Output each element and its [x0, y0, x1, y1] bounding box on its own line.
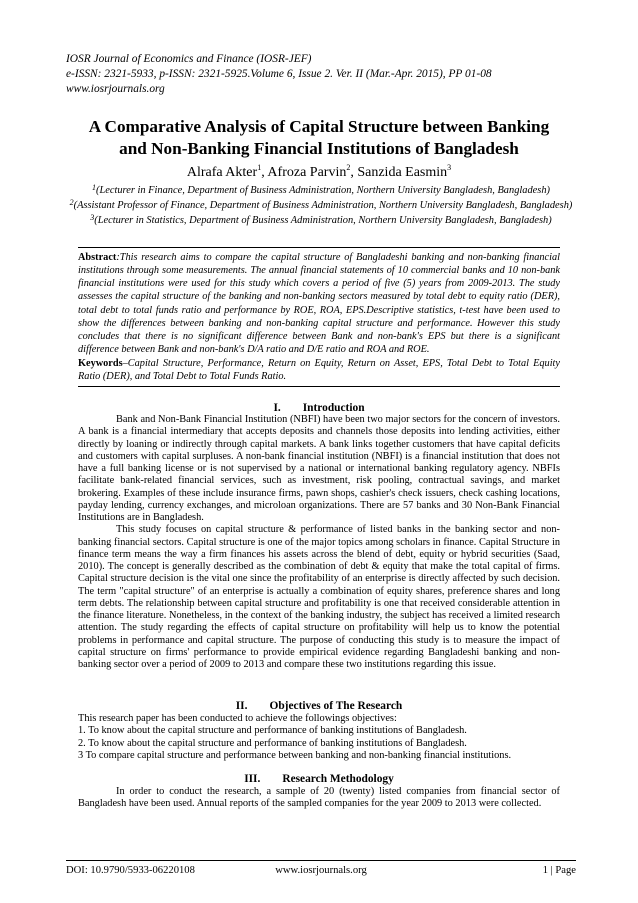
abstract-text: :This research aims to compare the capital structure of Bangladeshi banking and non-banking financial institutions through some measurements. The annual financial statements of 10 commercial banks and 10 non-bank financial institutions were used for this study which covers a period of five (5) years from 2009-2013. The study assesses the capital structure of the banking and non-banking sectors measured by total debt to equity ratio (DER), total debt to total funds ratio and performance by ROE, ROA, EPS.Descriptive statistics, t-test have been used to show the differences between banking and non-banking capital structure and performance. However this study concludes that there is no significant difference between Bank and non-bank's EPS but there is a significant difference between Bank and non-bank's D/A ratio and D/E ratio and ROA and ROE. — [78, 252, 560, 356]
journal-header — [66, 52, 576, 97]
objective-item-1: 1. To know about the capital structure and performance of banking institutions of Bangladesh. — [78, 725, 467, 737]
affiliation-1: $^1$(Lecturer in Finance, Department of Business Administration, Northern University Bangladesh, Bangladesh) — [92, 183, 550, 196]
footer-page-number: 1 | Page — [542, 865, 576, 876]
author-2: Afroza Parvin$^2$ — [267, 163, 351, 180]
abstract-label: Abstract — [78, 252, 117, 263]
footer-website: www.iosrjournals.org — [275, 865, 367, 876]
author-3: Sanzida Easmin$^3$ — [357, 163, 452, 180]
affiliations — [66, 184, 576, 230]
abstract-box — [78, 247, 560, 387]
introduction-paragraph-1: Bank and Non-Bank Financial Institution (NBFI) have been two major sectors for the concern of investors. A bank is a financial intermediary that accepts deposits and channels those deposits into lending activities, either directly by loaning or indirectly through capital markets. A bank links together customers that have capital deficits and customers with capital surpluses. A non-bank financial institution (NBFI) is a financial institution that does not have a full banking license or is not supervised by a national or international banking regulatory agency. NBFIs facilitate bank-related financial services, such as investment, risk pooling, contractual savings, and market brokering. Examples of these include insurance firms, pawn shops, cashier's check issuers, check cashing locations, payday lending, currency exchanges, and microloan organizations. There are 57 banks and 30 Non-Bank Financial Institutions are in Bangladesh. — [78, 414, 560, 523]
author-1: Alrafa Akter$^1$ — [186, 163, 262, 180]
section-heading-methodology: III. Research Methodology — [244, 773, 394, 785]
paper-title-line-1: A Comparative Analysis of Capital Structure between Banking — [88, 117, 550, 136]
objective-item-3: 3 To compare capital structure and performance between banking and non-banking financial institutions. — [78, 749, 512, 761]
paper-title-line-2: and Non-Banking Financial Institutions of Bangladesh — [119, 139, 519, 158]
affiliation-2: $^2$(Assistant Professor of Finance, Department of Business Administration, Northern University Bangladesh, Bangladesh) — [69, 198, 573, 212]
keywords-label: Keywords — [78, 358, 123, 370]
keywords — [78, 357, 560, 383]
affiliation-3: $^3$(Lecturer in Statistics, Department of Business Administration, Northern University Bangladesh, Bangladesh) — [90, 213, 552, 227]
methodology-body — [78, 786, 560, 811]
introduction-paragraph-2: This study focuses on capital structure & performance of listed banks in the banking sector and non-banking financial sectors. Capital structure is one of the major topics among scholars in finance. Capital Structure in finance term means the way a firm finances his assets across the blend of debt, equity or hybrid securities (Saad, 2010). The concept is generally described as the combination of debt & equity that make the total capital of firms. Capital structure decision is the vital one since the profitability of an enterprise is directly affected by such decision. The term "capital structure" of an enterprise is actually a combination of equity shares, preference shares and long term debts. The relationship between capital structure and profitability is one that received considerable attention in the finance literature. Nonetheless, in the context of the banking industry, the subject has received a limited research attention. The study regarding the effects of capital structure on profitability will help us to know the potential problems in performance and capital structure. The purpose of conducting this study is to measure the impact of capital structure on firms' performance to provide empirical evidence regarding Bangladeshi banking and non-banking sector over a period of 2009 to 2013 and compare these two institutions regarding this issue. — [78, 524, 560, 670]
section-heading-introduction: I. Introduction — [273, 402, 365, 414]
objectives-body — [78, 713, 560, 762]
journal-website: www.iosrjournals.org — [66, 83, 165, 95]
author-list: Alrafa Akter$^1$, Afroza Parvin$^2$, Sanzida Easmin$^3$ — [186, 163, 452, 180]
journal-name: IOSR Journal of Economics and Finance (IOSR-JEF) — [66, 53, 312, 65]
objectives-intro: This research paper has been conducted to achieve the followings objectives: — [78, 713, 397, 724]
keywords-text: –Capital Structure, Performance, Return on Equity, Return on Asset, EPS, Total Debt to Total Equity Ratio (DER), and Total Debt to Total Funds Ratio. — [78, 358, 560, 383]
section-heading-objectives: II. Objectives of The Research — [235, 700, 403, 712]
abstract — [78, 251, 560, 356]
footer-doi: DOI: 10.9790/5933-06220108 — [66, 865, 195, 876]
page-footer — [66, 860, 576, 876]
objective-item-2: 2. To know about the capital structure and performance of banking institutions of Bangladesh. — [78, 737, 467, 749]
paper-title — [60, 116, 578, 160]
journal-issn: e-ISSN: 2321-5933, p-ISSN: 2321-5925.Volume 6, Issue 2. Ver. II (Mar.-Apr. 2015), PP 01-08 — [66, 68, 492, 80]
introduction-body — [78, 414, 560, 671]
methodology-paragraph-1: In order to conduct the research, a sample of 20 (twenty) listed companies from financial sector of Bangladesh have been used. Annual reports of the sampled companies for the year 2009 to 2013 were collected. — [78, 786, 560, 810]
